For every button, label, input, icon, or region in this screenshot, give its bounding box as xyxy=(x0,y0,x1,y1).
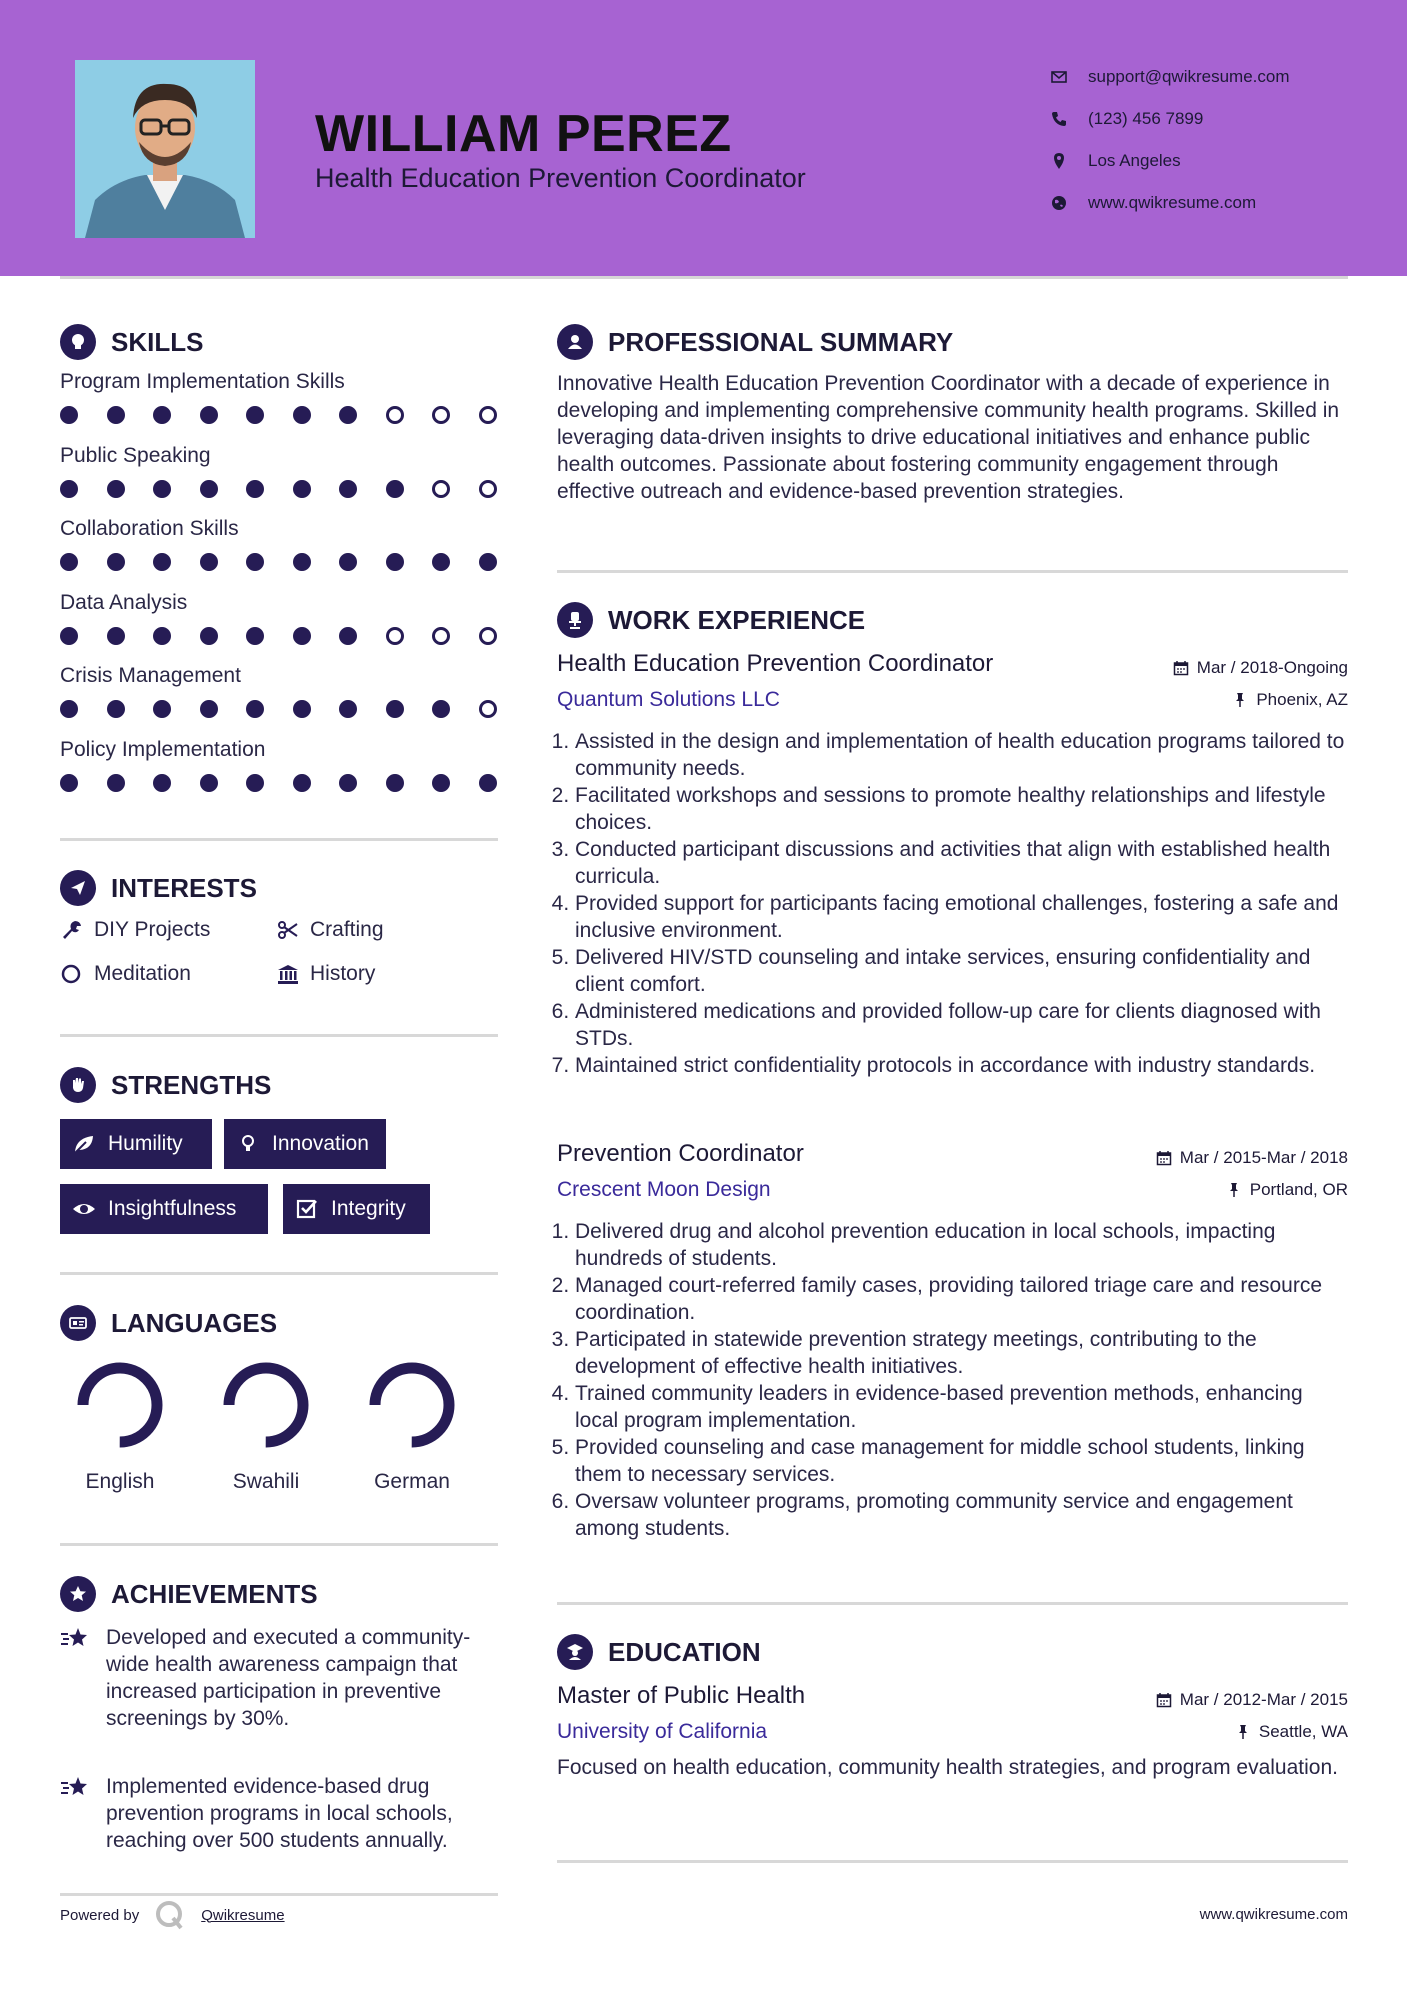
skill-name: Policy Implementation xyxy=(60,737,266,761)
achievement-text: Implemented evidence-based drug prevention programs in local schools, reaching over 500 students annually. xyxy=(106,1775,453,1852)
rating-dot-filled xyxy=(479,774,497,792)
duty-item: 1. Delivered drug and alcohol prevention education in local schools, impacting hundreds of students. xyxy=(575,1218,1347,1272)
rating-dot-filled xyxy=(479,553,497,571)
skill-item xyxy=(60,738,500,794)
rating-dot-filled xyxy=(339,627,357,645)
strength-badge xyxy=(224,1119,386,1169)
skill-rating xyxy=(60,700,500,720)
rating-dot-filled xyxy=(293,627,311,645)
language-item xyxy=(206,1358,326,1494)
skill-rating xyxy=(60,627,500,647)
rating-dot-empty xyxy=(479,480,497,498)
skill-item xyxy=(60,370,500,426)
rating-dot-filled xyxy=(60,553,78,571)
job-location xyxy=(1226,1180,1348,1200)
rating-dot-filled xyxy=(200,774,218,792)
rating-dot-filled xyxy=(107,553,125,571)
interests-heading-text: INTERESTS xyxy=(111,872,257,903)
experience-heading xyxy=(557,602,865,638)
interest-item xyxy=(60,962,191,986)
rating-dot-filled xyxy=(60,627,78,645)
shooting-star-icon xyxy=(60,1626,92,1654)
rating-dot-empty xyxy=(432,480,450,498)
rating-dot-filled xyxy=(200,700,218,718)
rating-dot-filled xyxy=(107,700,125,718)
rating-dot-filled xyxy=(246,406,264,424)
rating-dot-filled xyxy=(153,774,171,792)
job-location xyxy=(1232,690,1348,710)
graduate-icon xyxy=(557,1634,593,1670)
rating-dot-filled xyxy=(60,774,78,792)
section-divider xyxy=(60,1272,498,1275)
interest-label: Crafting xyxy=(310,918,384,941)
circle-icon xyxy=(60,962,84,986)
section-divider xyxy=(557,1860,1348,1863)
section-divider xyxy=(557,1602,1348,1605)
envelope-icon xyxy=(1050,68,1068,86)
wrench-icon xyxy=(60,918,84,942)
language-level-ring xyxy=(365,1358,459,1452)
summary-heading-text: PROFESSIONAL SUMMARY xyxy=(608,326,954,357)
duty-item: 2. Facilitated workshops and sessions to promote healthy relationships and lifestyle choices. xyxy=(575,782,1347,836)
school-name: University of California xyxy=(557,1720,768,1743)
strength-label: Innovation xyxy=(272,1132,369,1155)
contact-location-text: Los Angeles xyxy=(1088,151,1181,170)
rating-dot-empty xyxy=(386,406,404,424)
duty-item: 4. Provided support for participants facing emotional challenges, fostering a safe and inclusive environment. xyxy=(575,890,1347,944)
rating-dot-empty xyxy=(386,627,404,645)
contact-website[interactable] xyxy=(1050,182,1290,224)
duty-item: 7. Maintained strict confidentiality protocols in accordance with industry standards. xyxy=(575,1052,1347,1079)
duty-item: 3. Participated in statewide prevention strategy meetings, contributing to the development of effective health initiatives. xyxy=(575,1326,1347,1380)
candidate-title: Health Education Prevention Coordinator xyxy=(315,163,806,193)
rating-dot-filled xyxy=(153,700,171,718)
rating-dot-filled xyxy=(107,480,125,498)
duty-item: 5. Delivered HIV/STD counseling and intake services, ensuring confidentiality and client comfort. xyxy=(575,944,1347,998)
interest-item xyxy=(60,918,210,942)
skill-name: Data Analysis xyxy=(60,590,188,614)
section-divider xyxy=(557,570,1348,573)
rating-dot-filled xyxy=(246,553,264,571)
rating-dot-empty xyxy=(479,627,497,645)
skill-name: Crisis Management xyxy=(60,664,241,687)
section-divider xyxy=(60,1893,498,1896)
duty-item: 1. Assisted in the design and implementation of health education programs tailored to community needs. xyxy=(575,728,1347,782)
skill-rating xyxy=(60,553,500,573)
leaf-icon xyxy=(72,1132,96,1156)
job-location-text: Phoenix, AZ xyxy=(1256,690,1348,709)
language-name: Swahili xyxy=(232,1470,300,1493)
strength-badge xyxy=(283,1184,430,1234)
language-item xyxy=(352,1358,472,1494)
user-icon xyxy=(557,324,593,360)
achievements-heading-text: ACHIEVEMENTS xyxy=(111,1578,318,1609)
rating-dot-filled xyxy=(339,700,357,718)
rating-dot-filled xyxy=(200,553,218,571)
rating-dot-filled xyxy=(107,406,125,424)
rating-dot-filled xyxy=(432,774,450,792)
job-title: Prevention Coordinator xyxy=(557,1140,804,1167)
summary-text: Innovative Health Education Prevention Coordinator with a decade of experience in developing and implementing comprehensive community health programs. Skilled in leveraging data-driven insights to drive educational initiatives and enhance public health outcomes. Passionate about fostering community engagement through effective outreach and evidence-based prevention strategies. xyxy=(557,372,1340,503)
contact-website-text: www.qwikresume.com xyxy=(1088,193,1257,212)
rating-dot-filled xyxy=(200,627,218,645)
education-location-text: Seattle, WA xyxy=(1258,1722,1348,1741)
job-company: Crescent Moon Design xyxy=(557,1178,771,1201)
lightbulb-icon xyxy=(60,324,96,360)
calendar-icon xyxy=(1173,660,1189,676)
rating-dot-filled xyxy=(246,627,264,645)
strength-badge xyxy=(60,1184,268,1234)
contact-email-text: support@qwikresume.com xyxy=(1088,67,1290,86)
rating-dot-filled xyxy=(153,627,171,645)
lightbulb-icon xyxy=(236,1132,260,1156)
rating-dot-filled xyxy=(107,627,125,645)
skill-rating xyxy=(60,480,500,500)
strengths-heading xyxy=(60,1067,271,1103)
strengths-heading-text: STRENGTHS xyxy=(111,1069,272,1100)
language-name: German xyxy=(374,1470,450,1493)
duty-item: 6. Oversaw volunteer programs, promoting community service and engagement among students. xyxy=(575,1488,1347,1542)
skills-heading-text: SKILLS xyxy=(111,326,204,357)
pushpin-icon xyxy=(1232,692,1248,708)
strength-badge xyxy=(60,1119,212,1169)
star-badge-icon xyxy=(60,1576,96,1612)
rating-dot-filled xyxy=(293,406,311,424)
rating-dot-filled xyxy=(246,774,264,792)
profile-photo xyxy=(75,60,255,238)
rating-dot-filled xyxy=(293,700,311,718)
achievements-heading xyxy=(60,1576,318,1612)
skill-rating xyxy=(60,774,500,794)
education-heading xyxy=(557,1634,761,1670)
rating-dot-filled xyxy=(432,700,450,718)
skills-heading xyxy=(60,324,203,360)
rating-dot-filled xyxy=(60,406,78,424)
interest-item xyxy=(276,962,375,986)
skill-rating xyxy=(60,406,500,426)
job-dates-text: Mar / 2018-Ongoing xyxy=(1196,658,1348,677)
section-divider xyxy=(60,838,498,841)
language-level-ring xyxy=(219,1358,313,1452)
job-duties xyxy=(557,1218,1347,1542)
rating-dot-filled xyxy=(153,553,171,571)
duty-item: 5. Provided counseling and case management for middle school students, linking them to necessary services. xyxy=(575,1434,1347,1488)
language-level-arc xyxy=(83,1368,157,1442)
skill-name: Program Implementation Skills xyxy=(60,370,345,393)
experience-heading-text: WORK EXPERIENCE xyxy=(608,604,866,635)
museum-icon xyxy=(276,962,300,986)
rating-dot-filled xyxy=(200,406,218,424)
id-card-icon xyxy=(60,1305,96,1341)
job-location-text: Portland, OR xyxy=(1249,1180,1348,1199)
section-divider xyxy=(60,1034,498,1037)
rating-dot-filled xyxy=(339,774,357,792)
education-location xyxy=(1235,1722,1348,1742)
rating-dot-filled xyxy=(107,774,125,792)
interest-label: Meditation xyxy=(94,962,191,985)
check-square-icon xyxy=(295,1197,319,1221)
duty-item: 3. Conducted participant discussions and activities that align with established health curricula. xyxy=(575,836,1347,890)
resume-header xyxy=(0,0,1407,276)
job-dates xyxy=(1156,1148,1348,1168)
language-level-ring xyxy=(73,1358,167,1452)
duty-item: 4. Trained community leaders in evidence-based prevention methods, enhancing local program implementation. xyxy=(575,1380,1347,1434)
footer-website[interactable]: www.qwikresume.com xyxy=(1199,1906,1348,1923)
hand-icon xyxy=(60,1067,96,1103)
section-divider xyxy=(60,1543,498,1546)
rating-dot-empty xyxy=(432,627,450,645)
skill-name: Public Speaking xyxy=(60,443,211,467)
duty-item: 2. Managed court-referred family cases, providing tailored triage care and resource coordination. xyxy=(575,1272,1347,1326)
skill-item xyxy=(60,591,500,647)
duty-item: 6. Administered medications and provided follow-up care for clients diagnosed with STDs. xyxy=(575,998,1347,1052)
calendar-icon xyxy=(1156,1692,1172,1708)
summary-heading xyxy=(557,324,953,360)
rating-dot-filled xyxy=(153,406,171,424)
header-divider xyxy=(60,276,1348,279)
skill-item xyxy=(60,517,500,573)
rating-dot-filled xyxy=(432,553,450,571)
achievement-text: Developed and executed a community-wide health awareness campaign that increased participation in preventive screenings by 30%. xyxy=(106,1626,471,1730)
phone-icon xyxy=(1050,110,1068,128)
strength-label: Humility xyxy=(108,1132,183,1155)
rating-dot-filled xyxy=(386,700,404,718)
achievement-item xyxy=(60,1624,500,1732)
degree-title: Master of Public Health xyxy=(557,1682,806,1709)
rating-dot-filled xyxy=(60,700,78,718)
powered-by-text: Powered by xyxy=(60,1906,140,1924)
contact-phone-text: (123) 456 7899 xyxy=(1088,109,1204,128)
rating-dot-filled xyxy=(339,553,357,571)
rating-dot-filled xyxy=(293,774,311,792)
interests-heading xyxy=(60,870,257,906)
strength-label: Insightfulness xyxy=(108,1197,237,1220)
languages-heading-text: LANGUAGES xyxy=(111,1307,278,1338)
contact-phone[interactable] xyxy=(1050,98,1290,140)
eye-icon xyxy=(72,1197,96,1221)
map-pin-icon xyxy=(1050,152,1068,170)
education-description: Focused on health education, community health strategies, and program evaluation. xyxy=(557,1756,1338,1779)
rating-dot-filled xyxy=(293,553,311,571)
skill-item xyxy=(60,664,500,720)
rating-dot-empty xyxy=(479,406,497,424)
contact-location xyxy=(1050,140,1290,182)
rating-dot-filled xyxy=(246,480,264,498)
job-dates xyxy=(1173,658,1348,678)
pushpin-icon xyxy=(1235,1724,1251,1740)
calendar-icon xyxy=(1156,1150,1172,1166)
achievement-item xyxy=(60,1773,500,1854)
rating-dot-filled xyxy=(339,480,357,498)
interest-item xyxy=(276,918,384,942)
rating-dot-filled xyxy=(339,406,357,424)
shooting-star-icon xyxy=(60,1775,92,1803)
strength-label: Integrity xyxy=(331,1197,406,1220)
language-item xyxy=(60,1358,180,1494)
skill-item xyxy=(60,444,500,500)
skill-name: Collaboration Skills xyxy=(60,517,239,540)
paper-plane-icon xyxy=(60,870,96,906)
rating-dot-filled xyxy=(246,700,264,718)
job-dates-text: Mar / 2015-Mar / 2018 xyxy=(1179,1148,1348,1167)
rating-dot-filled xyxy=(386,553,404,571)
contact-email[interactable] xyxy=(1050,56,1290,98)
contact-list xyxy=(1050,56,1290,224)
candidate-name: WILLIAM PEREZ xyxy=(315,105,732,163)
education-dates xyxy=(1156,1690,1348,1710)
qwikresume-logo-icon xyxy=(153,1898,187,1932)
qwikresume-link[interactable]: Qwikresume xyxy=(201,1906,285,1924)
office-chair-icon xyxy=(557,602,593,638)
footer-powered-by xyxy=(60,1898,285,1932)
rating-dot-filled xyxy=(153,480,171,498)
pushpin-icon xyxy=(1226,1182,1242,1198)
rating-dot-filled xyxy=(200,480,218,498)
rating-dot-filled xyxy=(386,774,404,792)
language-name: English xyxy=(85,1470,155,1493)
interest-label: DIY Projects xyxy=(94,918,211,941)
languages-heading xyxy=(60,1305,277,1341)
job-company: Quantum Solutions LLC xyxy=(557,688,780,711)
language-level-arc xyxy=(375,1368,449,1442)
rating-dot-empty xyxy=(479,700,497,718)
rating-dot-filled xyxy=(386,480,404,498)
job-title: Health Education Prevention Coordinator xyxy=(557,650,994,677)
language-level-arc xyxy=(229,1368,303,1442)
rating-dot-empty xyxy=(432,406,450,424)
scissors-icon xyxy=(276,918,300,942)
education-heading-text: EDUCATION xyxy=(608,1636,761,1667)
interest-label: History xyxy=(310,962,376,985)
globe-icon xyxy=(1050,194,1068,212)
education-dates-text: Mar / 2012-Mar / 2015 xyxy=(1179,1690,1348,1709)
job-duties xyxy=(557,728,1347,1079)
rating-dot-filled xyxy=(60,480,78,498)
rating-dot-filled xyxy=(293,480,311,498)
